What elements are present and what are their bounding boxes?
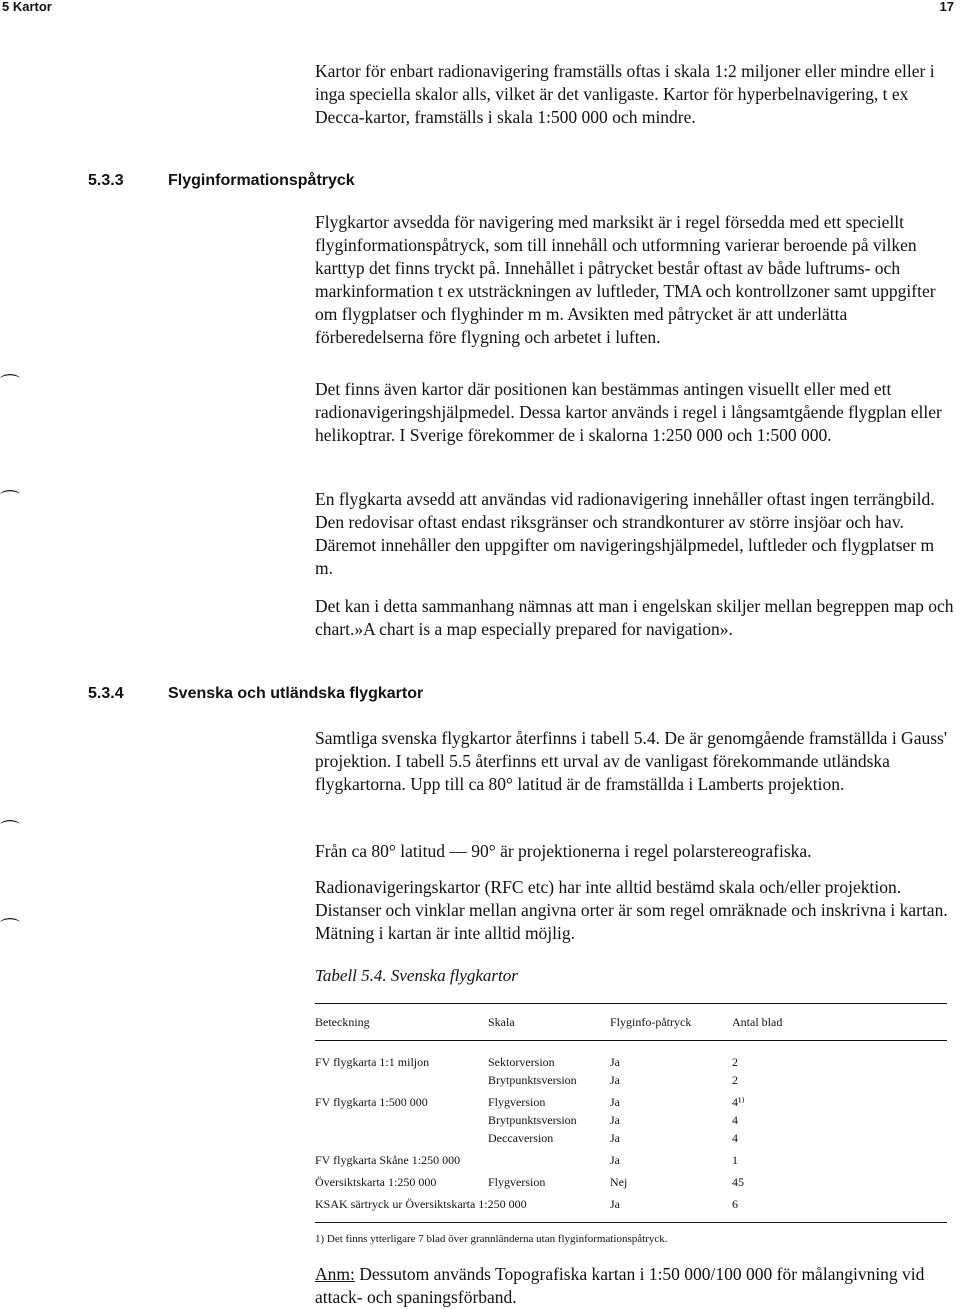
- table-cell: FV flygkarta Skåne 1:250 000: [315, 1153, 461, 1167]
- table-cell: Brytpunktsversion: [488, 1113, 577, 1127]
- intro-paragraph: Kartor för enbart radionavigering framställs oftas i skala 1:2 miljoner eller mindre eller i inga speciella skalor alls, vilket är det vanligaste. Kartor för hyperbelnavigering, t ex Decca-kartor, framställs i skala 1:500 000 och mindre.: [315, 61, 935, 127]
- paragraph-flyginfo: Flygkartor avsedda för navigering med marksikt är i regel försedda med ett speciellt flyginformationspåtryck, som till innehåll och utformning varierar beroende på vilken karttyp det finns tryckt på. Innehållet i påtrycket består oftast av både luftrums- och markinformation t ex utsträckningen av luftleder, TMA och kontrollzoner samt uppgifter om flygplatser och flyghinder m m. Avsikten med påtrycket är att underlätta förberedelserna före flygning och arbetet i luften.: [315, 212, 936, 347]
- margin-mark: ⌒: [0, 818, 20, 842]
- section-title-533: Flyginformationspåtryck: [168, 172, 355, 189]
- table-cell: Ja: [610, 1153, 620, 1167]
- table-cell: 4: [732, 1113, 738, 1127]
- section-number-534: 5.3.4: [88, 685, 124, 702]
- margin-mark: ⌒: [0, 916, 20, 940]
- paragraph-polar: Från ca 80° latitud — 90° är projektionerna i regel polarstereografiska.: [315, 841, 812, 861]
- table-cell: Ja: [610, 1197, 620, 1211]
- section-title-534: Svenska och utländska flygkartor: [168, 685, 424, 702]
- table-cell: Nej: [610, 1175, 628, 1189]
- table-rule-top: [315, 1003, 947, 1004]
- table-cell: FV flygkarta 1:500 000: [315, 1095, 428, 1109]
- table-cell: Deccaversion: [488, 1131, 554, 1145]
- table-cell: KSAK särtryck ur Översiktskarta 1:250 000: [315, 1197, 527, 1211]
- note-paragraph: [315, 1263, 955, 1309]
- table-cell: Flygversion: [488, 1175, 546, 1189]
- note-text: Dessutom används Topografiska kartan i 1:50 000/100 000 för målangivning vid attack- och spaningsförband.: [315, 1264, 925, 1307]
- paragraph-svenska-flygkartor: Samtliga svenska flygkartor återfinns i tabell 5.4. De är genomgående framställda i Gauss' projektion. I tabell 5.5 återfinns ett urval av de vanligast förekommande utländska flygkartorna. Upp till ca 80° latitud är de framställda i Lamberts projektion.: [315, 728, 947, 794]
- chapter-header: 5 Kartor: [2, 0, 52, 14]
- table-cell: Ja: [610, 1113, 620, 1127]
- table-cell: 6: [732, 1197, 738, 1211]
- table-cell: 4: [732, 1131, 738, 1145]
- table-header-skala: Skala: [488, 1015, 515, 1029]
- table-caption: Tabell 5.4. Svenska flygkartor: [315, 966, 518, 985]
- table-cell: Ja: [610, 1055, 620, 1069]
- table-footnote: 1) Det finns ytterligare 7 blad över grannländerna utan flyginformationspåtryck.: [315, 1233, 668, 1245]
- section-number-533: 5.3.3: [88, 172, 124, 189]
- table-cell: Brytpunktsversion: [488, 1073, 577, 1087]
- table-rule-header: [315, 1040, 947, 1041]
- table-header-beteckning: Beteckning: [315, 1015, 370, 1029]
- table-cell: Översiktskarta 1:250 000: [315, 1175, 437, 1189]
- page-number: 17: [939, 0, 954, 14]
- table-cell: Sektorversion: [488, 1055, 555, 1069]
- table-cell: Ja: [610, 1131, 620, 1145]
- paragraph-positioning: Det finns även kartor där positionen kan bestämmas antingen visuellt eller med ett radionavigeringshjälpmedel. Dessa kartor används i regel i långsamtgående flygplan eller helikoptrar. I Sverige förekommer de i skalorna 1:250 000 och 1:500 000.: [315, 379, 942, 445]
- table-cell: 2: [732, 1073, 738, 1087]
- table-cell: Ja: [610, 1073, 620, 1087]
- table-cell: Flygversion: [488, 1095, 546, 1109]
- paragraph-map-chart: Det kan i detta sammanhang nämnas att man i engelskan skiljer mellan begreppen map och chart.»A chart is a map especially prepared for navigation».: [315, 596, 954, 639]
- table-header-antal-blad: Antal blad: [732, 1015, 783, 1029]
- table-rule-bottom: [315, 1222, 947, 1223]
- paragraph-radionav: En flygkarta avsedd att användas vid radionavigering innehåller oftast ingen terrängbild. Den redovisar oftast endast riksgränser och strandkonturer av större insjöar och hav. Däremot innehåller den uppgifter om navigeringshjälpmedel, luftleder och flygplatser m m.: [315, 489, 935, 578]
- table-cell: 45: [732, 1175, 744, 1189]
- margin-mark: ⌒: [0, 488, 20, 512]
- note-label: Anm:: [315, 1264, 355, 1284]
- paragraph-rfc: Radionavigeringskartor (RFC etc) har inte alltid bestämd skala och/eller projektion. Distanser och vinklar mellan angivna orter är som regel omräknade och inskrivna i kartan. Mätning i kartan är inte alltid möjlig.: [315, 877, 948, 943]
- margin-mark: ⌒: [0, 372, 20, 396]
- table-cell: 1: [732, 1153, 738, 1167]
- table-cell: 4¹⁾: [732, 1095, 745, 1109]
- table-cell: 2: [732, 1055, 738, 1069]
- table-cell: Ja: [610, 1095, 620, 1109]
- table-header-flyginfo: Flyginfo-påtryck: [610, 1015, 692, 1029]
- table-cell: FV flygkarta 1:1 miljon: [315, 1055, 430, 1069]
